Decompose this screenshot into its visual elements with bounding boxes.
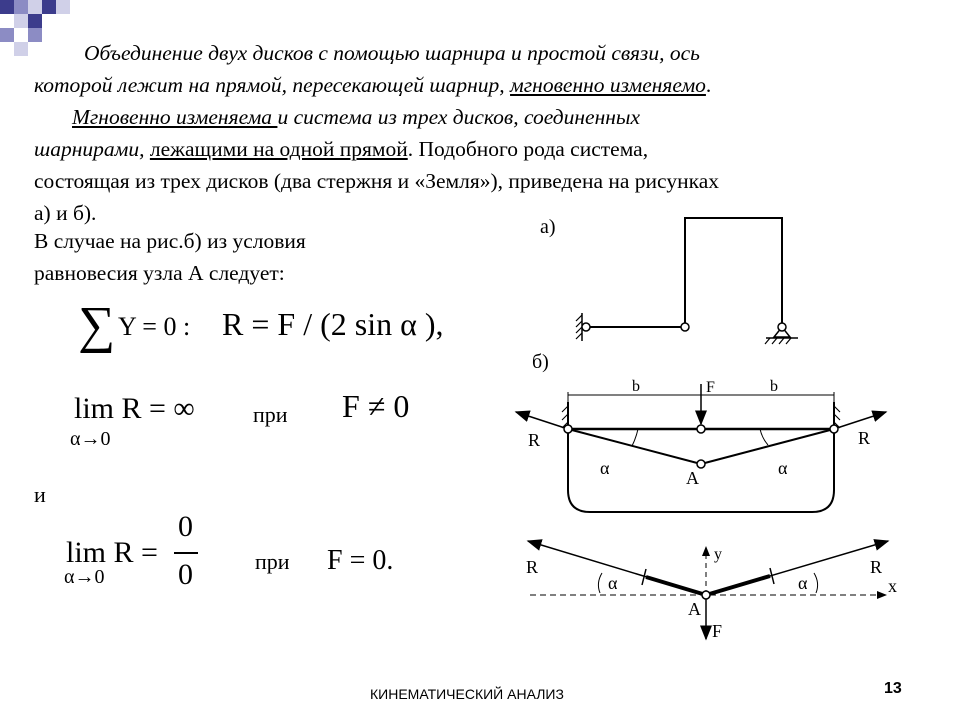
force-f-bottom-label: F: [712, 621, 723, 641]
dimension-b-left: b: [632, 378, 640, 395]
reaction-r-left: R: [528, 430, 541, 450]
lim-1-sub: α→0: [70, 428, 111, 450]
body-line-1: В случае на рис.б) из условия: [34, 229, 306, 253]
figure-b-label: б): [532, 351, 549, 373]
angle-alpha-right: α: [778, 458, 788, 478]
reaction-r-left-c: R: [526, 557, 539, 577]
lim-2-denominator: 0: [178, 558, 193, 591]
condition-1-word: при: [253, 402, 288, 427]
axis-x-label: x: [888, 576, 897, 596]
corner-decoration: [0, 0, 80, 60]
lim-2-main: lim R =: [66, 536, 158, 569]
node-a-label: A: [686, 468, 699, 488]
condition-1-expression: F ≠ 0: [342, 388, 410, 424]
r-expression: R = F / (2 sin α ),: [222, 306, 444, 342]
condition-2-expression: F = 0.: [327, 545, 394, 576]
angle-alpha-left: α: [600, 458, 610, 478]
angle-alpha-left-c: α: [608, 573, 618, 593]
intro-line-3: [72, 102, 640, 132]
intro-line-2: [34, 70, 711, 100]
figure-a: [530, 205, 830, 350]
intro-line-3-text: и система из трех дисков, соединенных: [277, 105, 641, 129]
intro-line-4: [34, 134, 648, 164]
intro-line-4-rest: . Подобного рода система,: [407, 137, 649, 161]
intro-line-6: а) и б).: [34, 201, 97, 225]
intro-line-5: состоящая из трех дисков (два стержня и «Земля»), приведена на рисунках: [34, 169, 719, 193]
intro-line-2-text: которой лежит на прямой, пересекающей шарнир,: [34, 73, 511, 97]
lim-2-sub: α→0: [64, 566, 105, 588]
figure-a-label: а): [540, 216, 556, 238]
intro-line-2-end: .: [705, 73, 712, 97]
fraction-bar: [174, 552, 198, 554]
intro-line-4-text: шарнирами,: [34, 137, 150, 161]
reaction-r-right: R: [858, 428, 871, 448]
sum-symbol: ∑: [78, 297, 116, 354]
intro-line-2-underlined: мгновенно изменяемо: [510, 73, 706, 97]
and-word: и: [34, 482, 46, 507]
body-line-2: равновесия узла А следует:: [34, 261, 285, 285]
page-number: 13: [884, 680, 902, 697]
intro-line-4-underlined: лежащими на одной прямой: [149, 137, 408, 161]
footer-title: КИНЕМАТИЧЕСКИЙ АНАЛИЗ: [370, 686, 564, 702]
lim-2-numerator: 0: [178, 510, 193, 543]
reaction-r-right-c: R: [870, 557, 883, 577]
angle-alpha-right-c: α: [798, 573, 808, 593]
sum-expression: Y = 0 :: [118, 312, 191, 341]
condition-2-word: при: [255, 549, 290, 574]
intro-line-1: Объединение двух дисков с помощью шарнира и простой связи, ось: [84, 41, 700, 65]
intro-line-3-underlined: Мгновенно изменяема: [72, 105, 278, 129]
lim-1-main: lim R = ∞: [74, 392, 195, 425]
dimension-b-right: b: [770, 378, 778, 395]
figure-node-a: [520, 535, 910, 650]
figure-b: [510, 350, 910, 520]
node-a-label-c: A: [688, 599, 701, 619]
axis-y-label: y: [714, 546, 722, 563]
force-f-label: F: [706, 379, 715, 396]
